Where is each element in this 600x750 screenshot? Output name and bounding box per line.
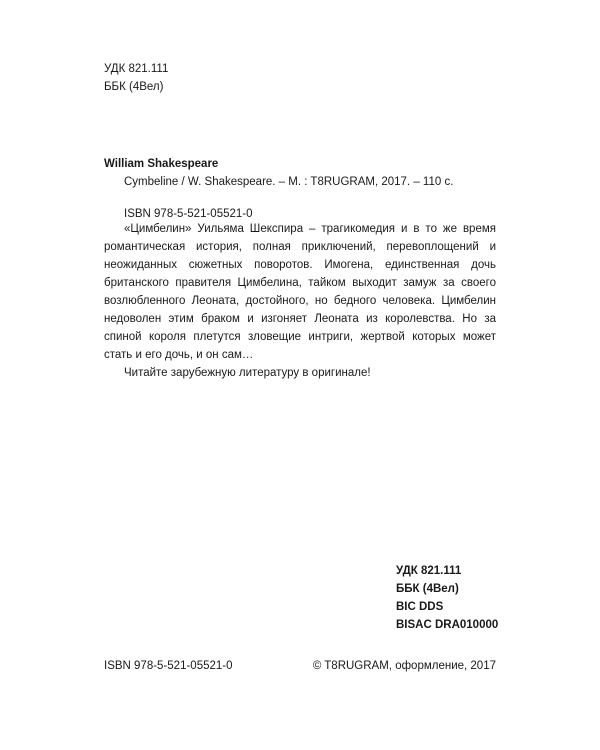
classification-codes-top — [104, 60, 168, 96]
bisac-code: BISAC DRA010000 — [396, 619, 499, 631]
annotation-paragraph: «Цимбелин» Уильяма Шекспира – трагикомедия и в то же время романтическая история, полная приключений, перевоплощений и неожиданных сюжетных поворотов. Имогена, единственная дочь британского правителя Цимбелина, тайком выходит замуж за своего возлюбленного Леоната, достойного, но бедного человека. Цимбелин недоволен этим браком и изгоняет Леоната из королевства. Но за спиной короля плетутся зловещие интриги, жертвой которых может стать и его дочь, и он сам… — [104, 223, 496, 361]
footer-isbn — [104, 657, 233, 675]
classification-codes-bottom — [396, 562, 498, 634]
copyright-notice — [313, 657, 496, 675]
bbk-code: ББК (4Вел) — [104, 81, 164, 93]
bbk-code: ББК (4Вел) — [396, 583, 459, 595]
annotation — [104, 220, 496, 382]
annotation-tagline: Читайте зарубежную литературу в оригинале! — [124, 367, 371, 379]
udk-code: УДК 821.111 — [104, 63, 169, 75]
isbn: ISBN 978-5-521-05521-0 — [104, 660, 233, 672]
author-name: William Shakespeare — [104, 158, 219, 170]
citation: Cymbeline / W. Shakespeare. – M. : T8RUGRAM, 2017. – 110 с. — [124, 176, 454, 188]
bic-code: BIC DDS — [396, 601, 444, 613]
isbn: ISBN 978-5-521-05521-0 — [124, 208, 253, 220]
copyright-text: © T8RUGRAM, оформление, 2017 — [312, 660, 496, 672]
udk-code: УДК 821.111 — [396, 565, 462, 577]
bibliographic-record — [104, 155, 496, 223]
